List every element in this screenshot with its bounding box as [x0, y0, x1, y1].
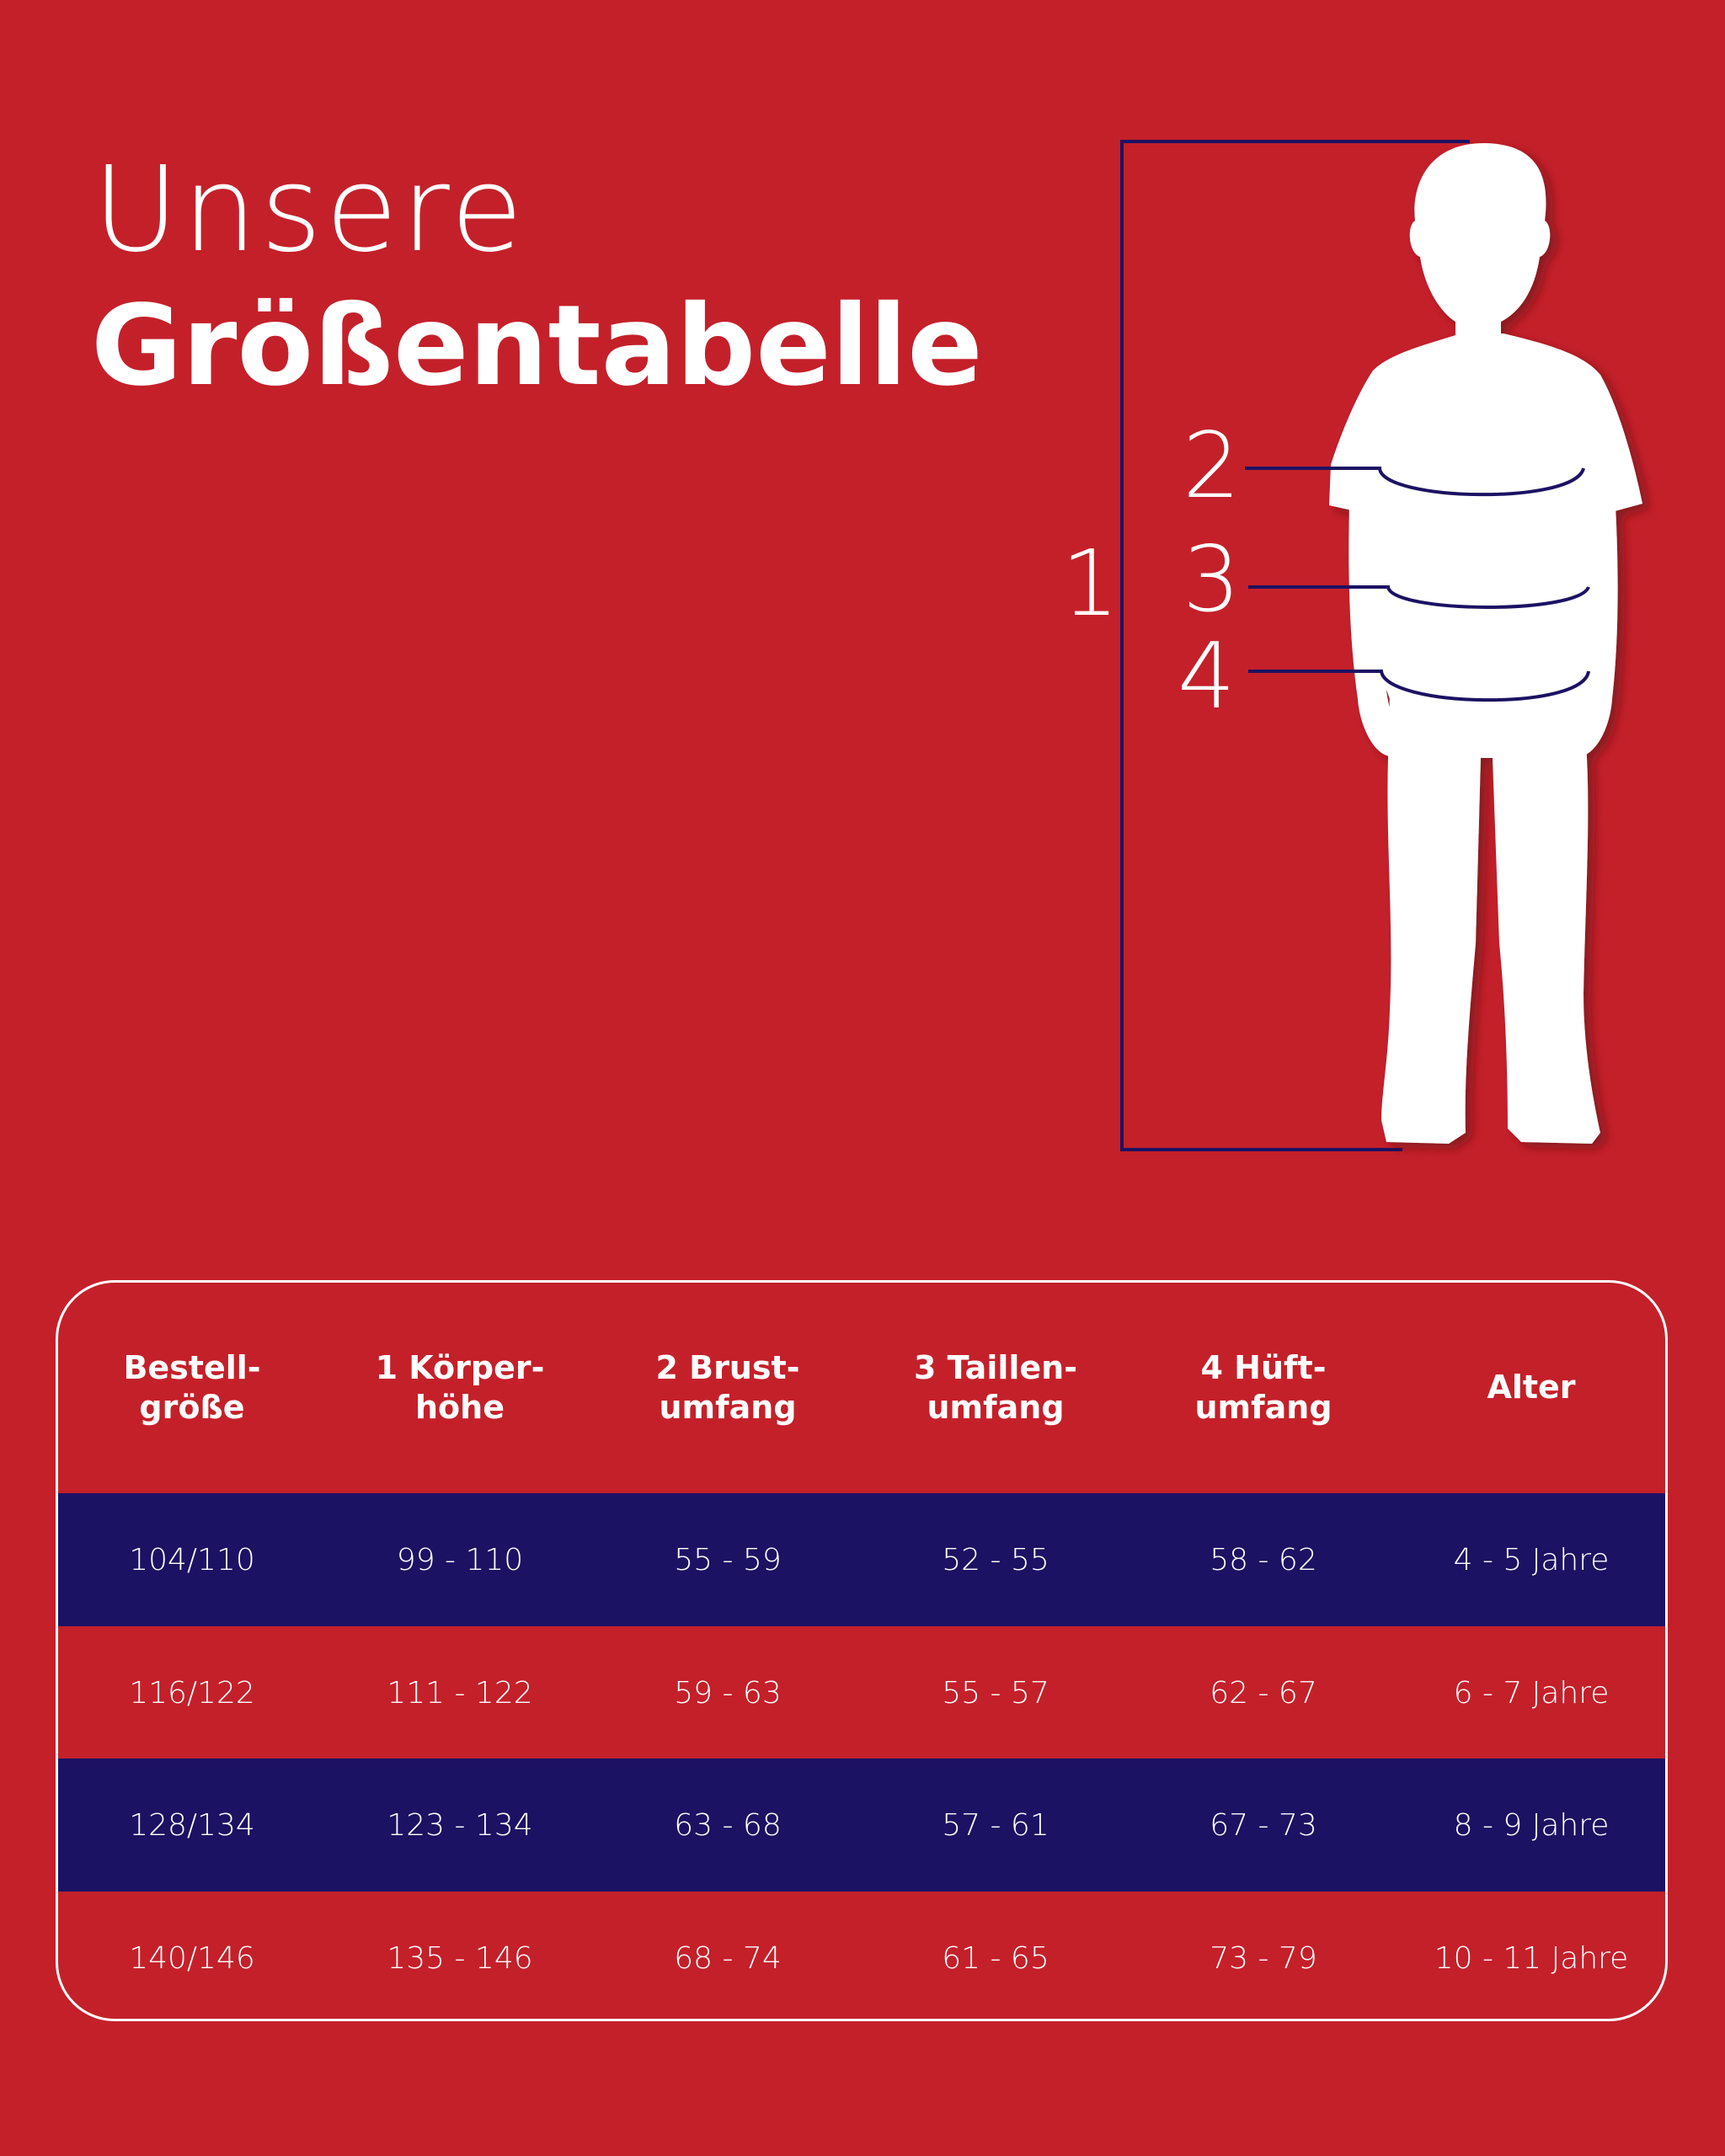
- hip-number-label: 4: [1178, 624, 1236, 729]
- table-cell: 59 - 63: [674, 1675, 782, 1710]
- table-cell: 73 - 79: [1210, 1940, 1317, 1976]
- table-row: [58, 1892, 1665, 2021]
- header-koerperhoehe: [326, 1283, 594, 1493]
- table-cell: 10 - 11 Jahre: [1434, 1940, 1629, 1976]
- header-text: 3 Taillen-: [913, 1348, 1077, 1386]
- size-table: [56, 1280, 1668, 2021]
- table-cell: 111 - 122: [387, 1675, 533, 1710]
- header-text: umfang: [1194, 1389, 1332, 1426]
- table-cell: 140/146: [129, 1940, 255, 1976]
- table-cell: 57 - 61: [942, 1807, 1049, 1843]
- table-cell: 135 - 146: [387, 1940, 533, 1976]
- header-text: 4 Hüft-: [1200, 1348, 1327, 1386]
- table-cell: 128/134: [129, 1807, 255, 1843]
- table-cell: 58 - 62: [1210, 1542, 1317, 1577]
- table-cell: 62 - 67: [1210, 1675, 1317, 1710]
- header-bestellgroesse: [58, 1283, 326, 1493]
- title-line-1: Unsere: [93, 141, 526, 279]
- waist-number-label: 3: [1183, 527, 1241, 632]
- table-cell: 4 - 5 Jahre: [1453, 1542, 1610, 1577]
- header-hueftumfang: [1130, 1283, 1397, 1493]
- table-cell: 123 - 134: [387, 1807, 533, 1843]
- header-alter: [1397, 1283, 1665, 1493]
- header-text: größe: [139, 1389, 245, 1426]
- header-text: 1 Körper-: [375, 1348, 545, 1386]
- table-cell: 99 - 110: [396, 1542, 524, 1577]
- table-cell: 67 - 73: [1210, 1807, 1317, 1843]
- header-text: Alter: [1487, 1369, 1576, 1406]
- child-silhouette-icon: [1329, 143, 1642, 1144]
- header-text: 2 Brust-: [655, 1348, 800, 1386]
- table-cell: 63 - 68: [674, 1807, 782, 1843]
- table-cell: 55 - 57: [942, 1675, 1049, 1710]
- table-cell: 55 - 59: [674, 1542, 782, 1577]
- header-brustumfang: [594, 1283, 862, 1493]
- header-text: umfang: [659, 1389, 797, 1426]
- table-row: [58, 1758, 1665, 1892]
- height-number-label: 1: [1061, 531, 1119, 637]
- table-row: [58, 1493, 1665, 1626]
- table-cell: 6 - 7 Jahre: [1453, 1675, 1610, 1710]
- header-text: höhe: [415, 1389, 505, 1426]
- table-cell: 8 - 9 Jahre: [1453, 1807, 1610, 1843]
- table-cell: 61 - 65: [942, 1940, 1049, 1976]
- header-taillenumfang: [862, 1283, 1130, 1493]
- table-cell: 68 - 74: [674, 1940, 782, 1976]
- chest-number-label: 2: [1183, 414, 1241, 519]
- table-header: [58, 1283, 1665, 1493]
- table-cell: 52 - 55: [942, 1542, 1049, 1577]
- table-cell: 104/110: [129, 1542, 255, 1577]
- title-line-2: Größentabelle: [91, 281, 983, 411]
- table-cell: 116/122: [129, 1675, 255, 1710]
- table-row: [58, 1626, 1665, 1759]
- header-text: Bestell-: [123, 1348, 261, 1386]
- header-text: umfang: [927, 1389, 1065, 1426]
